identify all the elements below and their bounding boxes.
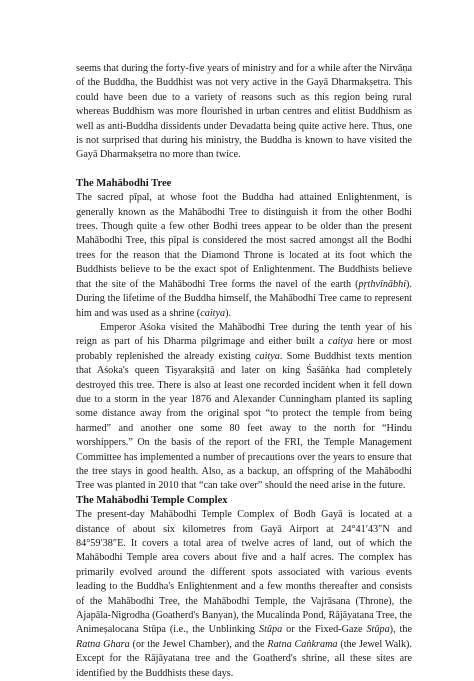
tree-paragraph-1 bbox=[76, 191, 412, 321]
heading-mahabodhi-tree: The Mahābodhi Tree bbox=[76, 177, 172, 189]
text-run: The sacred pīpal, at whose foot the Buddha had attained Enlightenment, is generally known as the Mahābodhi Tree to distinguish it from the other Bodhi trees. Though quite a few other Bodhi trees appear to be older than the present Mahābodhi Tree, this pīpal is considered the most sacred amongst all the Bodhi trees for the reason that the Diamond Throne is located at its foot which the Buddhists believe to be the exact spot of Enlightenment. The Buddhists believe that the site of the Mahābodhi Tree forms the navel of the earth ( bbox=[76, 192, 412, 290]
heading-temple-complex: The Mahābodhi Temple Complex bbox=[76, 494, 228, 506]
italic-term: Ratna Caṅkrama bbox=[267, 638, 338, 650]
text-run: . Some Buddhist texts mention that Aśoka's queen Tiṣyarakṣitā and later on king Śaśāṅka had completely destroyed this tree. There is also at least one recorded incident when it fell down due to a storm in the year 1876 and Alexander Cunningham planted its sapling some distance away from the original spot “to protect the temple from being harmed” and another one some 80 feet away to the north for “Hindu worshippers.” On the basis of the report of the FRI, the Temple Management Committee has implemented a number of precautions over the years to ensure that the tree stays in good health. Also, as a backup, an offspring of the Mahābodhi Tree was planted in 2010 that “can take over” should the need arise in the future. bbox=[76, 350, 412, 492]
text-run: Emperor Aśoka visited the Mahābodhi Tree during the tenth year of his reign as part of his Dharma pilgrimage and either built a bbox=[76, 321, 412, 348]
italic-term: Stūpa bbox=[258, 624, 283, 636]
italic-term: caitya bbox=[328, 336, 353, 348]
document-page bbox=[76, 62, 412, 681]
italic-term: Ratna Ghara bbox=[76, 638, 130, 650]
italic-term: Stūpa bbox=[366, 624, 390, 636]
italic-term: pṛthvīnābhi bbox=[358, 278, 407, 290]
paragraph-gap bbox=[76, 163, 412, 177]
intro-paragraph: seems that during the forty-five years of ministry and for a while after the Nirvāṇa of the Buddha, the Buddhist was not very active in the Gayā Dharmakṣetra. This could have been due to a variety of reasons such as this region being rural whereas Buddhism was more flourished in urban centres and elitist Buddhism as well as anti-Buddha dissidents under Devadatta being quite active here. Thus, one is not surprised that during his ministry, the Buddha is known to have visited the Gayā Dharmakṣetra no more than twice. bbox=[76, 63, 412, 161]
text-run: ), the bbox=[389, 624, 413, 636]
text-run: ). During the lifetime of the Buddha himself, the Mahābodhi Tree came to represent him and was used as a shrine ( bbox=[76, 278, 412, 319]
tree-paragraph-2 bbox=[76, 321, 412, 494]
text-run: (or the Jewel Chamber), and the bbox=[129, 638, 268, 650]
text-run: The present-day Mahābodhi Temple Complex of Bodh Gayā is located at a distance of about six kilometres from Gayā Airport at 24°41′43″N and 84°59′38″E. It covers a total area of twelve acres of land, out of which the Mahābodhi Temple area covers about five and a half acres. The complex has primarily evolved around the different spots associated with various events leading to the Buddha's Enlightenment and a few months thereafter and consists of the Mahābodhi Tree, the Mahābodhi Temple, the Vajrāsana (Throne), the Ajapāla-Nigrodha (Goatherd's Banyan), the Mucalinda Pond, Rājāyatana Tree, the Animeṣalocana Stūpa (i.e., the Unblinking bbox=[76, 509, 412, 636]
text-run: (the Jewel Walk). Except for the Rājāyatana tree and the Goatherd's shrine, all these sites are identified by the Buddhists these days. bbox=[76, 638, 412, 679]
text-run: here or most probably replenished the already existing bbox=[76, 336, 412, 362]
text-run: or the Fixed-Gaze bbox=[282, 624, 367, 636]
italic-term: caitya bbox=[200, 307, 226, 319]
italic-term: caitya bbox=[255, 350, 280, 362]
text-run: ). bbox=[225, 307, 232, 319]
temple-paragraph-1 bbox=[76, 508, 412, 681]
